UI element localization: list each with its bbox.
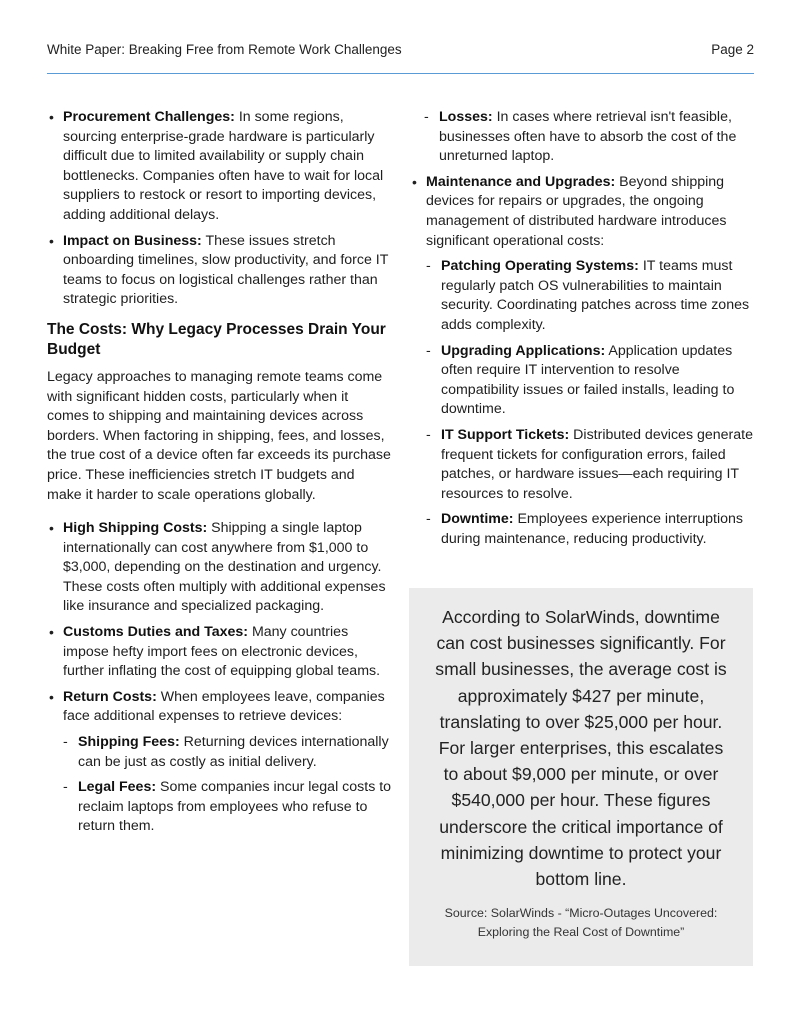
item-text: IT teams must regularly patch OS vulnerabilities to maintain security. Coordinating patches across time zones adds complexity.	[441, 258, 750, 333]
item-text: These issues stretch onboarding timelines, slow productivity, and force IT teams to focus on logistical challenges rather than strategic priorities.	[63, 232, 389, 308]
item-label: Return Costs:	[63, 688, 157, 705]
sublist-item	[63, 778, 392, 837]
item-label: High Shipping Costs:	[63, 520, 208, 537]
item-label: IT Support Tickets:	[441, 426, 570, 443]
item-label: Procurement Challenges:	[63, 109, 235, 125]
item-label: Impact on Business:	[63, 232, 202, 249]
item-text: Shipping a single laptop internationally can cost anywhere from $1,000 to $3,000, depending on the destination and urgency. These costs often multiply with additional expenses like insurance and specialized packaging.	[63, 520, 386, 615]
sublist-item	[426, 510, 755, 549]
maintenance-sublist	[426, 257, 755, 549]
item-text: Many countries impose hefty import fees on electronic devices, further inflating the cost of equipping global teams.	[63, 624, 381, 680]
item-text: When employees leave, companies face additional expenses to retrieve devices:	[63, 688, 385, 725]
item-label: Legal Fees:	[78, 779, 157, 796]
item-label: Upgrading Applications:	[441, 342, 606, 359]
sublist-item	[426, 342, 755, 420]
costs-list	[47, 519, 392, 837]
list-item	[47, 232, 392, 310]
page-header	[47, 40, 754, 74]
list-item	[47, 688, 392, 837]
item-text: Distributed devices generate frequent tickets for configuration errors, failed patches, or hardware issues—each requiring IT resources to resolve.	[441, 426, 753, 502]
return-costs-continued	[410, 108, 755, 167]
item-label: Customs Duties and Taxes:	[63, 624, 249, 641]
list-item	[47, 519, 392, 617]
sublist-item	[424, 108, 755, 167]
maintenance-list	[410, 173, 755, 550]
document-title: White Paper: Breaking Free from Remote Work Challenges	[47, 42, 402, 57]
sublist-item	[426, 257, 755, 335]
list-item	[47, 108, 392, 226]
right-column	[410, 108, 755, 555]
section-paragraph: Legacy approaches to managing remote teams come with significant hidden costs, particularly when it comes to shipping and maintaining devices across borders. When factoring in shipping, fees, and losses, the true cost of a device often far exceeds its purchase price. These inefficiencies stretch IT budgets and make it harder to scale operations globally.	[47, 368, 391, 503]
list-item	[47, 623, 392, 682]
item-text: Application updates often require IT intervention to resolve compatibility issues or failed installs, leading to downtime.	[441, 342, 735, 418]
item-text: Returning devices internationally can be just as costly as initial delivery.	[78, 734, 389, 770]
item-text: In cases where retrieval isn't feasible, businesses often have to absorb the cost of the unreturned laptop.	[439, 109, 737, 165]
sublist-item	[63, 733, 392, 772]
item-text: Beyond shipping devices for repairs or upgrades, the ongoing management of distributed hardware introduces significant operational costs:	[426, 173, 727, 249]
callout-box	[409, 588, 753, 966]
item-text: Employees experience interruptions during maintenance, reducing productivity.	[441, 511, 744, 547]
callout-source: Source: SolarWinds - “Micro-Outages Uncovered: Exploring the Real Cost of Downtime”	[444, 906, 718, 939]
item-label: Patching Operating Systems:	[441, 258, 639, 275]
item-label: Maintenance and Upgrades:	[426, 173, 616, 190]
callout-quote: According to SolarWinds, downtime can cost businesses significantly. For small businesses, the average cost is approximately $427 per minute, translating to over $25,000 per hour. For larger enterprises, this escalates to about $9,000 per minute, or over $540,000 per hour. These figures underscore the critical importance of minimizing downtime to protect your bottom line.	[435, 607, 727, 890]
item-label: Shipping Fees:	[78, 734, 180, 751]
item-text: In some regions, sourcing enterprise-grade hardware is particularly difficult due to limited availability or supply chain bottlenecks. Companies often have to wait for local suppliers to restock or resort to importing devices, adding additional delays.	[63, 109, 384, 223]
return-costs-sublist	[63, 733, 392, 837]
list-item	[410, 173, 755, 550]
challenges-list	[47, 108, 392, 310]
item-label: Downtime:	[441, 511, 514, 528]
item-text: Some companies incur legal costs to reclaim laptops from employees who refuse to return them.	[78, 779, 392, 835]
section-heading: The Costs: Why Legacy Processes Drain Your Budget	[47, 320, 386, 358]
left-column	[47, 108, 392, 843]
item-label: Losses:	[439, 109, 493, 125]
page-number: Page 2	[711, 42, 754, 57]
sublist-item	[426, 426, 755, 504]
